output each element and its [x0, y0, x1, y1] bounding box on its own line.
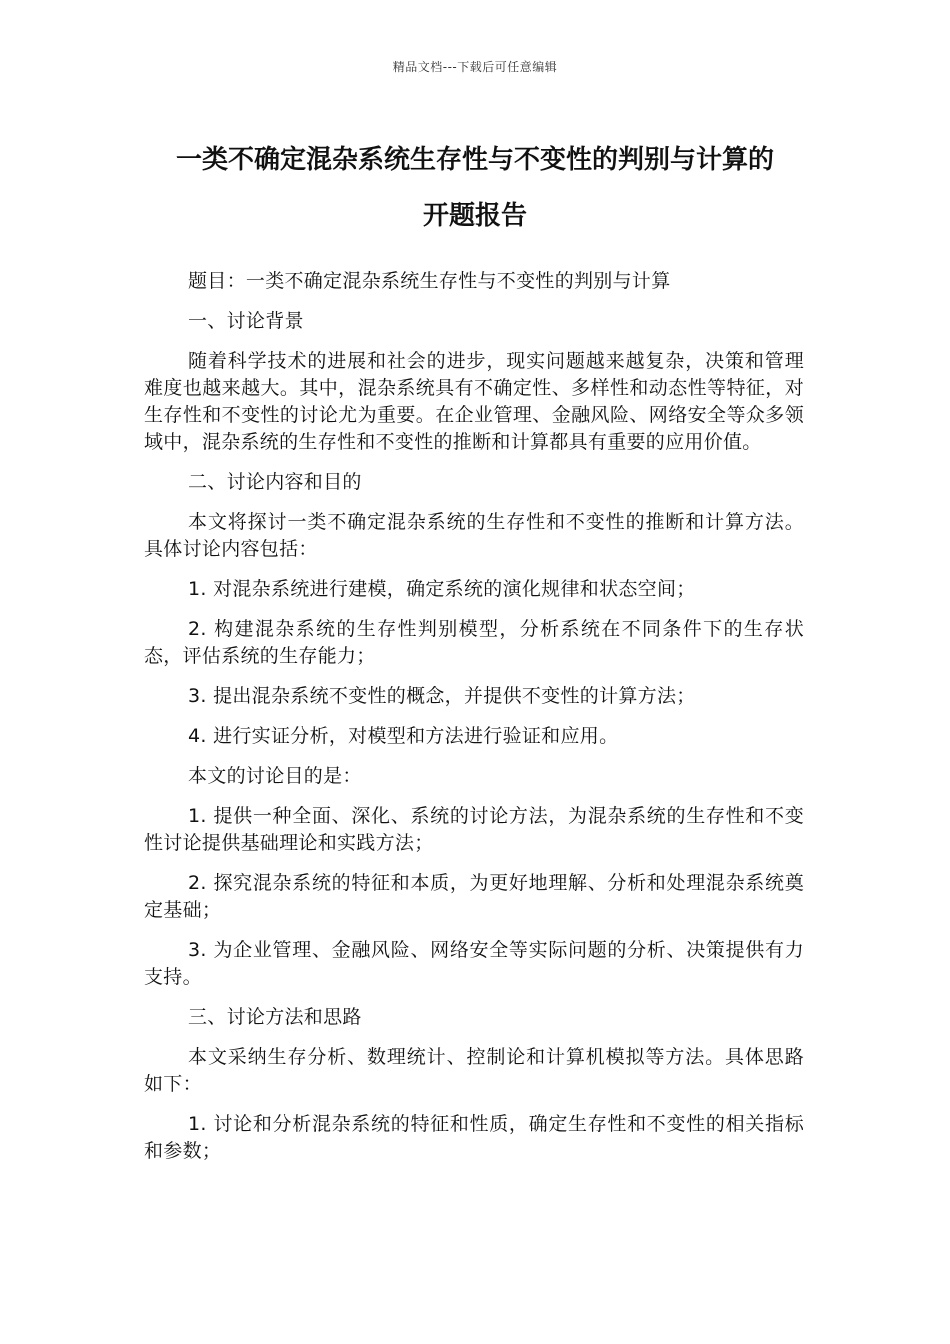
section-heading-content-goals: 二、讨论内容和目的: [188, 471, 362, 493]
goal-item-3: 3. 为企业管理、金融风险、网络安全等实际问题的分析、决策提供有力支持。: [144, 939, 804, 988]
header-note: 精品文档---下载后可任意编辑: [392, 60, 558, 74]
title-line-1: 一类不确定混杂系统生存性与不变性的判别与计算的: [175, 145, 774, 175]
content-item-2: 2. 构建混杂系统的生存性判别模型，分析系统在不同条件下的生存状态，评估系统的生存能力；: [144, 618, 804, 667]
goal-item-1: 1. 提供一种全面、深化、系统的讨论方法，为混杂系统的生存性和不变性讨论提供基础理论和实践方法；: [144, 805, 804, 854]
content-item-3: 3. 提出混杂系统不变性的概念，并提供不变性的计算方法；: [188, 685, 696, 707]
content-intro-paragraph: 本文将探讨一类不确定混杂系统的生存性和不变性的推断和计算方法。具体讨论内容包括：: [144, 511, 804, 560]
section-heading-background: 一、讨论背景: [188, 310, 304, 332]
goal-item-2: 2. 探究混杂系统的特征和本质，为更好地理解、分析和处理混杂系统奠定基础；: [144, 872, 804, 921]
section-heading-methods: 三、讨论方法和思路: [188, 1006, 362, 1028]
title-line-2: 开题报告: [422, 201, 527, 231]
background-paragraph: 随着科学技术的进展和社会的进步，现实问题越来越复杂，决策和管理难度也越来越大。其中，混杂系统具有不确定性、多样性和动态性等特征，对生存性和不变性的讨论尤为重要。在企业管理、金融风险、网络安全等众多领域中，混杂系统的生存性和不变性的推断和计算都具有重要的应用价值。: [144, 350, 804, 453]
content-item-4: 4. 进行实证分析，对模型和方法进行验证和应用。: [188, 725, 619, 747]
goals-intro: 本文的讨论目的是：: [188, 765, 362, 787]
content-item-1: 1. 对混杂系统进行建模，确定系统的演化规律和状态空间；: [188, 578, 696, 600]
document-title: [120, 132, 830, 244]
methods-intro-paragraph: 本文采纳生存分析、数理统计、控制论和计算机模拟等方法。具体思路如下：: [144, 1046, 804, 1095]
subject-line: 题目：一类不确定混杂系统生存性与不变性的判别与计算: [188, 270, 671, 292]
methods-item-1: 1. 讨论和分析混杂系统的特征和性质，确定生存性和不变性的相关指标和参数；: [144, 1113, 804, 1162]
document-body: [144, 268, 804, 1178]
